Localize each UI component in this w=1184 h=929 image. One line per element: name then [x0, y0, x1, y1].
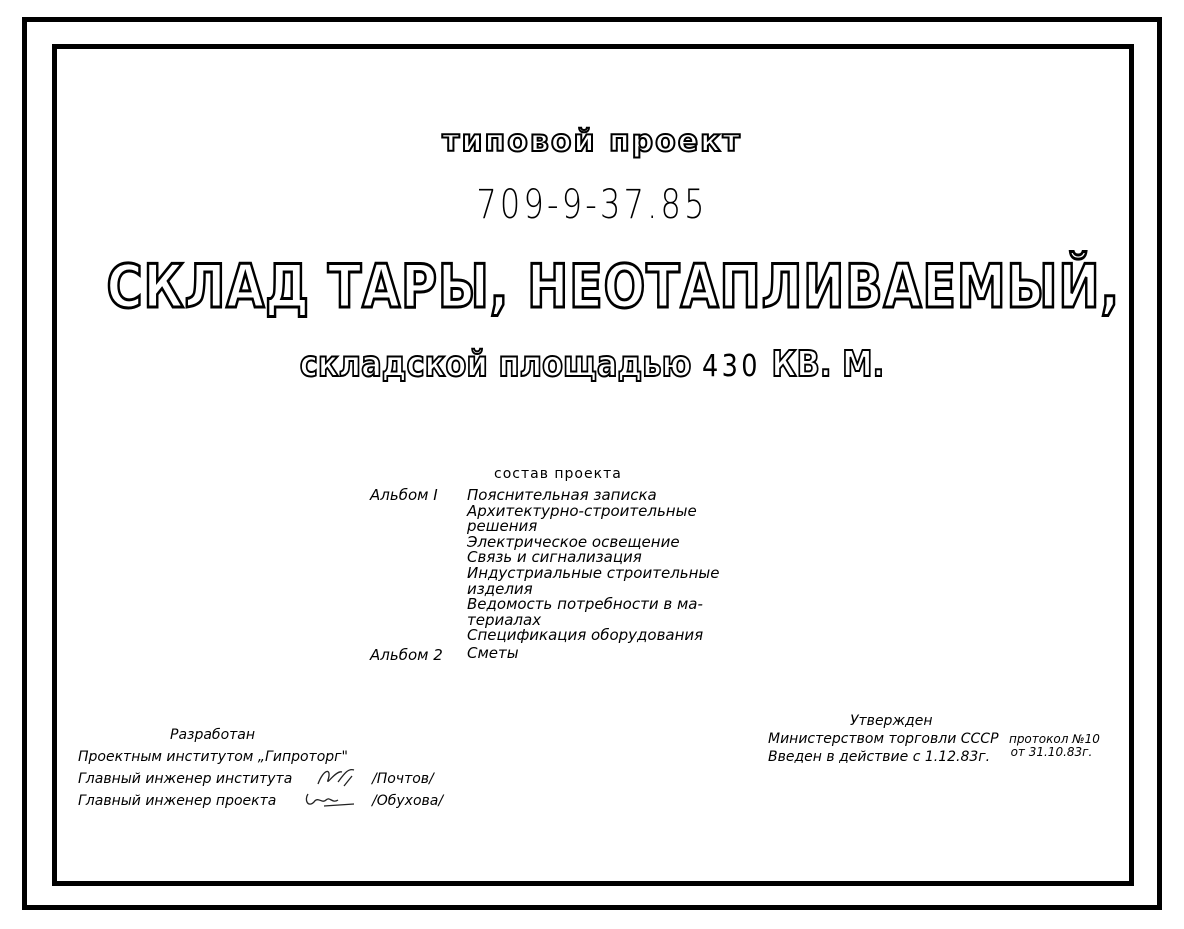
- list-item: Сметы: [467, 644, 519, 662]
- composition-heading: состав проекта: [494, 466, 622, 482]
- list-item: Ведомость потребности в ма-: [467, 595, 703, 614]
- chief-engineer-institute-label: Главный инженер института: [78, 771, 293, 787]
- chief-engineer-project-row: [78, 790, 444, 812]
- list-item: Индустриальные строительные: [467, 563, 720, 582]
- developed-heading: Разработан: [170, 727, 256, 743]
- album-2-items: [467, 646, 519, 662]
- list-item: Архитектурно-строительные: [467, 501, 697, 520]
- list-item: изделия: [467, 579, 533, 598]
- developed-institute: Проектным институтом „Гипроторг": [78, 749, 348, 765]
- developed-block: [78, 724, 444, 812]
- subtitle-unit: КВ. М.: [771, 344, 885, 385]
- chief-engineer-project-label: Главный инженер проекта: [78, 793, 277, 809]
- approved-effective: Введен в действие с 1.12.83г.: [768, 749, 991, 765]
- approved-protocol: протокол №10: [1008, 732, 1100, 746]
- approved-ministry: Министерством торговли СССР: [768, 731, 999, 747]
- main-title: СКЛАД ТАРЫ, НЕОТАПЛИВАЕМЫЙ,: [106, 252, 1120, 322]
- project-number: 709-9-37.85: [476, 182, 708, 228]
- type-label: типовой проект: [442, 124, 742, 159]
- album-1-label: Альбом I: [370, 486, 438, 504]
- list-item: Спецификация оборудования: [467, 626, 704, 645]
- list-item: Электрическое освещение: [467, 532, 680, 551]
- list-item: Связь и сигнализация: [467, 548, 642, 567]
- approved-heading: Утвержден: [850, 713, 933, 729]
- album-2-label: Альбом 2: [370, 646, 443, 664]
- chief-engineer-project-name: /Обухова/: [372, 793, 444, 809]
- list-item: решения: [467, 517, 538, 536]
- approved-protocol-date: от 31.10.83г.: [1010, 745, 1093, 759]
- chief-engineer-institute-name: /Почтов/: [372, 771, 434, 787]
- subtitle-area: 430: [701, 349, 761, 384]
- list-item: Пояснительная записка: [467, 486, 657, 504]
- list-item: териалах: [467, 610, 542, 629]
- signature-obukhova: [302, 786, 358, 818]
- subtitle: [89, 344, 1095, 385]
- approved-block: [768, 712, 1100, 766]
- subtitle-words: складской площадью: [299, 344, 692, 385]
- approved-effective-row: [768, 745, 1100, 766]
- album-1-items: [467, 488, 720, 644]
